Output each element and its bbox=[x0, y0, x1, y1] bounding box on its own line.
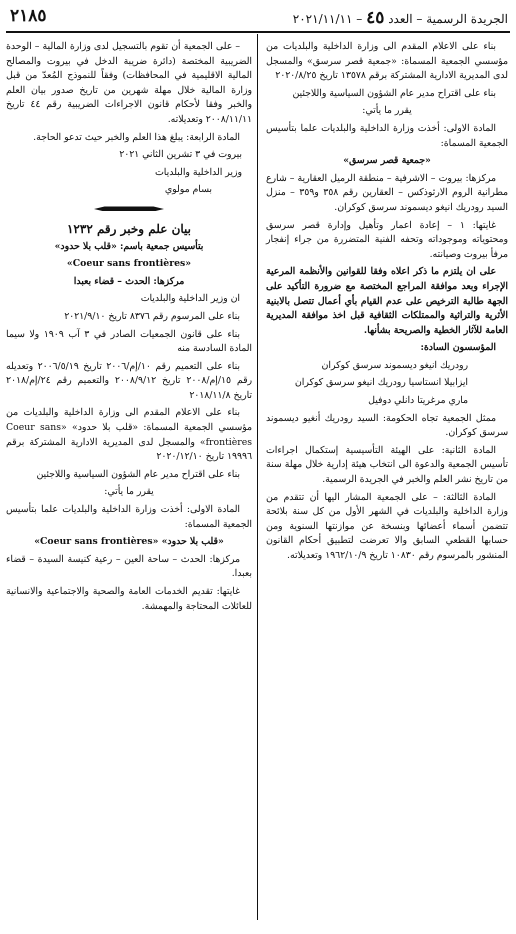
notice-subtitle: بتأسيس جمعية باسم: «قلب بلا حدود» bbox=[54, 240, 204, 252]
founders-heading: المؤسسون السادة: bbox=[420, 342, 496, 354]
section-divider bbox=[6, 202, 252, 216]
paragraph: ان وزير الداخلية والبلديات bbox=[140, 293, 240, 305]
conditions: على ان يلتزم ما ذكر اعلاه وفقا للقوانين والأنظمة المرعية الإجراء وبعد موافقة المراجع المختصة مع ضرورة التأكيد على الجهة طالبة الترخيص على عدم القيام بأي أعمال تتصل بالابنية الأثرية والتراثية والممتلكات الثقافية قبل اخذ موافقة المديرية العامة للآثار الخطية والصريحة بشأنها. bbox=[266, 266, 508, 336]
paragraph: بناء على التعميم رقم ١٠/إم/٢٠٠٦ تاريخ ٢٠٠٦/٥/١٩ وتعديله رقم ١٥/إم/٢٠٠٨ تاريخ ٢٠٠٨/٩/١٢ والتعميم رقم ٢٤/إم/٢٠١٨ تاريخ ٢٠١٨/١١/٨ bbox=[6, 360, 252, 401]
article-1: المادة الاولى: أخذت وزارة الداخلية والبلديات علما بتأسيس الجمعية المسماة: bbox=[6, 504, 252, 530]
notice-location: مركزها: الحدث – قضاء بعبدا bbox=[73, 275, 185, 287]
association-name: «جمعية قصر سرسق» bbox=[343, 155, 431, 167]
issue-date: – ٢٠٢١/١١/١١ bbox=[292, 12, 363, 26]
page-header bbox=[6, 4, 510, 32]
decision-heading: يقرر ما يأتي: bbox=[104, 486, 154, 498]
column-divider bbox=[257, 34, 258, 920]
paragraph: بناء على اقتراح مدير عام الشؤون السياسية واللاجئين bbox=[36, 468, 240, 480]
header-rule bbox=[6, 31, 510, 33]
gazette-title-prefix: الجريدة الرسمية – العدد bbox=[388, 12, 508, 26]
article-4: المادة الرابعة: يبلغ هذا العلم والخبر حيث تدعو الحاجة. bbox=[33, 131, 240, 143]
signature-date: بيروت في ٣ تشرين الثاني ٢٠٢١ bbox=[119, 149, 242, 161]
signature-name: بسام مولوي bbox=[164, 184, 212, 196]
purpose: غايتها: ١ – إعادة اعمار وتأهيل وإدارة قصر سرسق ومحتوياته وموجوداته وتحفه الفنية المتضررة من جراء إنفجار مرفأ بيروت وصيانته. bbox=[266, 219, 508, 260]
signature-title: وزير الداخلية والبلديات bbox=[155, 166, 242, 178]
association-name: «قلب بلا حدود» «Coeur sans frontières» bbox=[34, 536, 224, 548]
paragraph: بناء على اقتراح مدير عام الشؤون السياسية واللاجئين bbox=[292, 87, 496, 99]
paragraph: بناء على قانون الجمعيات الصادر في ٣ آب ١٩٠٩ ولا سيما المادة السادسة منه bbox=[6, 328, 252, 355]
article-2: المادة الثانية: على الهيئة التأسيسية إستكمال اجراءات تأسيس الجمعية والدعوة الى انتخاب هيئة إدارية خلال مهلة سنة من تاريخ نشر العلم والخبر في الجريدة الرسمية. bbox=[266, 444, 508, 486]
notice-title: بيان علم وخبر رقم ١٢٣٢ bbox=[66, 221, 191, 236]
issue-number: ٤٥ bbox=[366, 8, 385, 28]
founder: ماري مرغريتا دانلي دوفيل bbox=[368, 395, 468, 407]
paragraph: بناء على المرسوم رقم ٨٣٧٦ تاريخ ٢٠٢١/٩/١٠ bbox=[64, 310, 240, 322]
notice-french-name: «Coeur sans frontières» bbox=[66, 258, 192, 270]
paragraph: بناء على الاعلام المقدم الى وزارة الداخلية والبلديات من مؤسسي الجمعية المسماة: «قلب بلا حدود» «Coeur sans frontières» والمسجل لدى المديرية الادارية المشتركة برقم ١٩٩٩٦ تاريخ ٢٠٢٠/١٢/١٠ bbox=[6, 407, 252, 463]
left-column bbox=[6, 40, 252, 617]
purpose: غايتها: تقديم الخدمات العامة والصحية والاجتماعية والانسانية للعائلات المحتاجة والمهمشة. bbox=[6, 586, 252, 612]
right-column bbox=[266, 40, 508, 567]
page-number: ٢١٨٥ bbox=[10, 6, 47, 26]
article-1: المادة الاولى: أخذت وزارة الداخلية والبلديات علما بتأسيس الجمعية المسماة: bbox=[266, 122, 508, 149]
founder: رودريك انيغو ديسموند سرسق كوكران bbox=[321, 359, 468, 371]
representative: ممثل الجمعية تجاه الحكومة: السيد رودريك أنغيو ديسموند سرسق كوكران. bbox=[266, 412, 508, 439]
decision-heading: يقرر ما يأتي: bbox=[362, 105, 412, 117]
gazette-title bbox=[293, 8, 508, 28]
founder: ايزابيلا انستاسيا رودريك انيغو سرسق كوكران bbox=[294, 377, 468, 389]
headquarters: مركزها: الحدث – ساحة العين – رعية كنيسة السيدة – قضاء بعبدا. bbox=[6, 553, 252, 580]
paragraph: بناء على الاعلام المقدم الى وزارة الداخلية والبلديات من مؤسسي الجمعية المسماة: «جمعية قصر سرسق» والمسجل لدى المديرية الادارية المشتركة برقم ١٣٥٧٨ تاريخ ٢٠٢٠/٨/٢٥ bbox=[266, 41, 508, 82]
article-3: المادة الثالثة: – على الجمعية المشار اليها أن تتقدم من وزارة الداخلية والبلديات في الشهر الأول من كل سنة بلائحة تتضمن أسماء أعضائها وبنسخة عن موازنتها السنوية ومن حسابها القطعي السابق والا تعرضت لتطبيق أحكام القانون المنشور بالمرسوم رقم ١٠٨٣٠ تاريخ ١٩٦٢/١٠/٩ وتعديلاته. bbox=[266, 491, 508, 561]
paragraph: – على الجمعية أن تقوم بالتسجيل لدى وزارة المالية – الوحدة الضريبية المختصة (دائرة ضريبة الدخل في بيروت والمصالح المالية الاقليمية في المحافظات) وفقاً للنموذج المُعدّ من قبل وزارة المالية خلال مهلة شهرين من تاريخ صدور بيان العلم والخبر وفقا لأحكام قانون الاجراءات الضريبية رقم ٤٤ تاريخ ٢٠٠٨/١١/١١ وتعديلاته. bbox=[6, 41, 252, 125]
headquarters: مركزها: بيروت – الاشرفية – منطقة الرميل العقارية – شارع مطرانية الروم الارثوذكس – العقارين رقم ٣٥٨ و٣٥٩ – منزل السيد رودريك انيغو ديسموند سرسق كوكران. bbox=[266, 172, 509, 213]
